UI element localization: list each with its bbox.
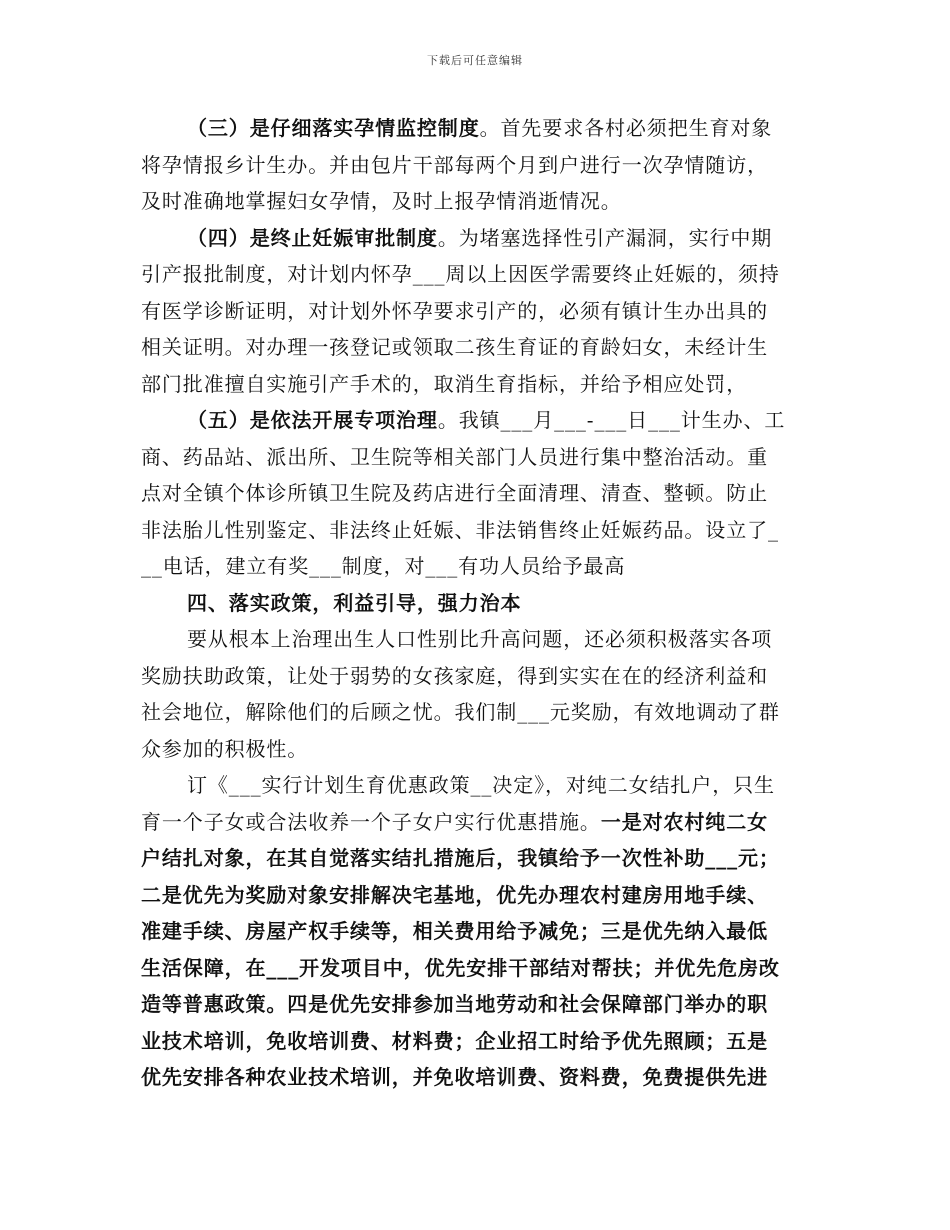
text-line [141,694,811,731]
text-line [141,147,811,184]
text-segment: 及时准确地掌握妇女孕情，及时上报孕情消逝情况。 [141,189,622,213]
text-line [141,402,811,439]
text-segment: 要从根本上治理出生人口性别比升高问题，还必须积极落实各项 [187,627,773,651]
bold-text-segment: 二是优先为奖励对象安排解决宅基地，优先办理农村建房用地手续、 [141,882,768,907]
text-segment: 社会地位，解除他们的后顾之忧。我们制___元奖励，有效地调动了群 [141,700,780,724]
text-line [141,293,811,330]
text-segment: 点对全镇个体诊所镇卫生院及药店进行全面清理、清查、整顿。防止 [141,481,768,505]
text-line [141,512,811,549]
text-segment: 引产报批制度，对计划内怀孕___周以上因医学需要终止妊娠的，须持 [141,262,780,286]
text-line [141,329,811,366]
text-segment: 订《___实行计划生育优惠政策__决定》，对纯二女结扎户，只生 [187,773,775,797]
text-line [141,585,811,622]
bold-text-segment: （五）是依法开展专项治理 [187,408,438,432]
text-segment: 部门批准擅自实施引产手术的，取消生育指标，并给予相应处罚， [141,371,748,396]
text-line [141,658,811,695]
text-segment: __电话，建立有奖___制度，对___有功人员给予最高 [141,554,626,578]
text-line [141,220,811,257]
text-line [141,548,811,585]
bold-text-segment: 户结扎对象，在其自觉落实结扎措施后，我镇给予一次性补助___元； [141,846,780,870]
text-line [141,950,811,987]
document-body [141,110,811,1096]
bold-text-segment: （三）是仔细落实孕情监控制度 [187,116,480,140]
text-line [141,804,811,841]
text-segment: 相关证明。对办理一孩登记或领取二孩生育证的育龄妇女，未经计生 [141,335,768,359]
text-segment: 商、药品站、派出所、卫生院等相关部门人员进行集中整治活动。重 [141,444,768,469]
text-line [141,366,811,403]
bold-text-segment: 造等普惠政策。四是优先安排参加当地劳动和社会保障部门举办的职 [141,992,768,1016]
text-line [141,110,811,147]
text-line [141,767,811,804]
text-segment: 育一个子女或合法收养一个子女户实行优惠措施。 [141,809,601,834]
text-segment: 众参加的积极性。 [141,736,309,761]
text-segment: 将孕情报乡计生办。并由包片干部每两个月到户进行一次孕情随访， [141,152,768,177]
bold-text-segment: 优先安排各种农业技术培训，并免收培训费、资料费，免费提供先进 [141,1065,768,1089]
text-line [141,621,811,658]
text-segment: 非法胎儿性别鉴定、非法终止妊娠、非法销售终止妊娠药品。设立了_ [141,517,779,542]
text-line [141,1023,811,1060]
text-line [141,986,811,1023]
bold-text-segment: 四、落实政策，利益引导，强力治本 [187,590,522,615]
text-segment: 。为堵塞选择性引产漏洞，实行中期 [437,225,773,250]
text-line [141,1059,811,1096]
bold-text-segment: 业技术培训，免收培训费、材料费；企业招工时给予优先照顾；五是 [141,1028,768,1053]
text-line [141,731,811,768]
page-header: 下载后可任意编辑 [427,54,523,67]
text-line [141,439,811,476]
text-segment: 有医学诊断证明，对计划外怀孕要求引产的，必须有镇计生办出具的 [141,298,768,323]
bold-text-segment: 生活保障，在___开发项目中，优先安排干部结对帮扶；并优先危房改 [141,955,780,980]
text-segment: 奖励扶助政策，让处于弱势的女孩家庭，得到实实在在的经济利益和 [141,663,768,688]
text-segment: 。首先要求各村必须把生育对象 [479,116,773,140]
bold-text-segment: 一是对农村纯二女 [600,809,769,834]
text-line [141,877,811,914]
text-segment: 。我镇___月___-___日___计生办、工 [437,408,786,432]
text-line [141,475,811,512]
bold-text-segment: （四）是终止妊娠审批制度 [187,225,438,250]
text-line [141,840,811,877]
bold-text-segment: 准建手续、房屋产权手续等，相关费用给予减免；三是优先纳入最低 [141,919,768,943]
text-line [141,183,811,220]
text-line [141,913,811,950]
text-line [141,256,811,293]
